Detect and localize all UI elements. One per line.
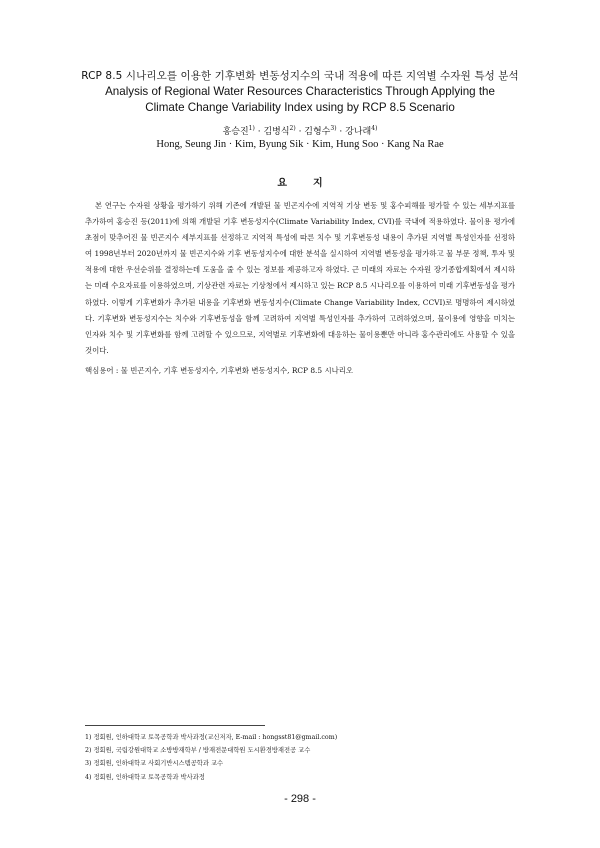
author-affiliation-mark: 1) <box>248 125 255 132</box>
authors-english: Hong, Seung Jin · Kim, Byung Sik · Kim, Hung Soo · Kang Na Rae <box>156 139 444 150</box>
author-separator: · <box>336 127 346 137</box>
author-name-ko: 홍승진 <box>222 127 249 137</box>
author-name-ko: 김형수 <box>304 127 331 137</box>
author-separator: · <box>254 127 264 137</box>
author-affiliation-mark: 4) <box>371 125 378 132</box>
author-name-ko: 강나래 <box>345 127 372 137</box>
footnote-divider <box>85 725 265 726</box>
title-english-line-1: Analysis of Regional Water Resources Characteristics Through Applying the <box>105 85 495 98</box>
abstract-body <box>85 198 515 359</box>
footnote-4: 4) 정회원, 인하대학교 토목공학과 박사과정 <box>85 773 205 781</box>
footnote-1: 1) 정회원, 인하대학교 토목공학과 박사과정(교신저자, E-mail : hongsst81@gmail.com) <box>85 734 338 741</box>
footnotes <box>85 731 525 784</box>
page-number: - 298 - <box>284 793 316 805</box>
footnote-3: 3) 정회원, 인하대학교 사회기반시스템공학과 교수 <box>85 760 224 768</box>
title-english <box>0 84 600 116</box>
author-separator: · <box>295 127 305 137</box>
author-affiliation-mark: 3) <box>330 125 337 132</box>
author-name-ko: 김병식 <box>263 127 290 137</box>
title-korean: RCP 8.5 시나리오를 이용한 기후변화 변동성지수의 국내 적용에 따른 지역별 수자원 특성 분석 <box>81 70 519 82</box>
author-affiliation-mark: 2) <box>289 125 296 132</box>
title-english-line-2: Climate Change Variability Index using by RCP 8.5 Scenario <box>145 101 455 114</box>
footnote-2: 2) 정회원, 국립강원대학교 소방방재학부 / 방재전문대학원 도시환경방재전공 교수 <box>85 747 311 755</box>
abstract-heading: 요지 <box>277 178 349 189</box>
abstract-paragraph: 본 연구는 수자원 상황을 평가하기 위해 기존에 개발된 물 빈곤지수에 지역적 기상 변동 및 홍수피해를 평가할 수 있는 세부지표를 추가하여 홍승진 등(2011)에 의해 개발된 기후 변동성지수(Climate Variability Index, CVI)를 국내에 적용하였다. 물이용 평가에 초점이 맞추어진 물 빈곤지수 세부지표를 선정하고 지역적 특성에 따른 치수 및 기후변동성 내용이 추가된 지역별 특성인자를 선정하여 1998년부터 2020년까지 물 빈곤지수와 기후 변동성지수에 대한 분석을 실시하여 지역별 변동성을 평가하고 물 부문 정책, 투자 및 적용에 대한 우선순위를 결정하는데 도움을 줄 수 있는 정보를 제공하고자 하였다. 근 미래의 자료는 수자원 장기종합계획에서 제시하는 미래 수요자료를 이용하였으며, 기상관련 자료는 기상청에서 제시하고 있는 RCP 8.5 시나리오를 이용하여 미래 기후변동성을 평가하였다. 이렇게 기후변화가 추가된 내용을 기후변화 변동성지수(Climate Change Variability Index, CCVI)로 명명하여 제시하였다. 기후변화 변동성지수는 치수와 기후변동성을 함께 고려하여 지역별 특성인자를 추가하여 고려하였으며, 물이용에 영향을 미치는 인자와 치수 및 기후변화를 함께 고려할 수 있으므로, 지역별로 기후변화에 대응하는 물이용뿐만 아니라 홍수관리에도 사용할 수 있을 것이다. <box>85 201 515 355</box>
authors-korean <box>0 124 600 137</box>
keywords: 핵심용어 : 물 빈곤지수, 기후 변동성지수, 기후변화 변동성지수, RCP 8.5 시나리오 <box>85 366 354 375</box>
